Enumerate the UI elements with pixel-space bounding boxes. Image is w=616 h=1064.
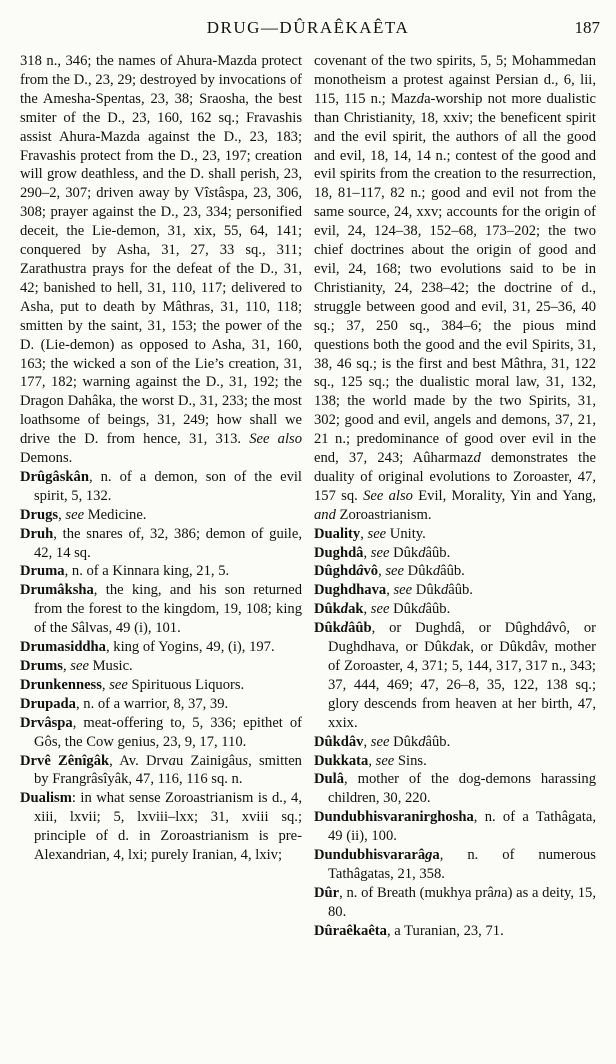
index-entry: Duality, see Unity. <box>314 525 426 542</box>
index-entry: Dûghdâvô, see Dûkdâûb. <box>314 563 465 580</box>
index-entry: Dûkdâv, see Dûkdâûb. <box>314 733 451 750</box>
index-entry: Drumâksha, the king, and his son returned from the forest to the kingdom, 19, 108; king of the Sâlvas, 49 (i), 101. <box>20 582 302 637</box>
entry-continuation: 318 n., 346; the names of Ahura-Mazda protect from the D., 23, 29; destroyed by invocations of the Amesha-Spentas, 23, 38; Sraosha, the best smiter of the D., 23, 160, 162 sq.; Fravashis assist Ahura-Mazda against the D., 23, 183; Fravashis protect from the D., 23, 197; creation will grow deathless, and the D. shall perish, 23, 290–2, 307; driven away by Vîstâspa, 23, 306, 308; prayer against the D., 23, 334; personified deceit, the Lie-demon, 31, xix, 55, 64, 141; conquered by Asha, 31, 27, 33 sq., 311; Zarathustra prays for the defeat of the D., 31, 42; banished to hell, 31, 110, 117; delivered to Asha, put to death by Mâthras, 31, 110, 118; smitten by the saint, 31, 153; the power of the D. (Lie-demon) as opposed to Asha, 31, 160, 163; the wicked a son of the Lie’s creation, 31, 177, 182; warning against the D., 31, 192; the Dragon Dahâka, the worst D., 31, 233; the most loathsome of beings, 31, 249; how shall we drive the D. from hence, 31, 313. See also Demons. <box>20 53 303 467</box>
index-entry: Drupada, n. of a warrior, 8, 37, 39. <box>20 695 229 712</box>
index-entry: Druma, n. of a Kinnara king, 21, 5. <box>20 563 230 580</box>
index-entry: Druh, the snares of, 32, 386; demon of guile, 42, 14 sq. <box>20 525 302 561</box>
index-entry: Drûgâskân, n. of a demon, son of the evil spirit, 5, 132. <box>20 468 302 504</box>
index-entry: Drumasiddha, king of Yogins, 49, (i), 197. <box>20 639 275 656</box>
index-entry: Drums, see Music. <box>20 658 133 674</box>
right-column <box>314 52 596 941</box>
index-entry: Dûraêkaêta, a Turanian, 23, 71. <box>314 922 504 939</box>
index-entry: Drvâspa, meat-offering to, 5, 336; epithet of Gôs, the Cow genius, 23, 9, 17, 110. <box>20 714 302 750</box>
index-entry: Dundubhisvararâga, n. of numerous Tathâgatas, 21, 358. <box>314 847 596 882</box>
index-entry: Dukkata, see Sins. <box>314 752 427 769</box>
page-number: 187 <box>574 18 600 37</box>
index-entry: Dualism: in what sense Zoroastrianism is d., 4, xiii, lxvii; 5, lxviii–lxx; 31, xviii sq.; principle of d. in Zoroastrianism is pre-Alexandrian, 4, lxi; purely Iranian, 4, lxiv; <box>20 790 302 864</box>
page-header <box>0 14 616 40</box>
index-entry: Dûr, n. of Breath (mukhya prâna) as a deity, 15, 80. <box>314 884 596 920</box>
entry-continuation: covenant of the two spirits, 5, 5; Mohammedan monotheism a protest against Persian d., 6, lii, 115, 115 n.; Mazda-worship not more dualistic than Christianity, 18, xxiv; the beneficent spirit and the evil spirit, the authors of all the good and evil, 18, 14, 14 n.; contest of the good and evil spirits from the creation to the resurrection, 18, 81–117, 82 n.; good and evil not from the same source, 24, xxv; accounts for the origin of evil, 24, 124–38, 152–68, 173–202; the two chief doctrines about the origin of good and evil, 24, 168; two evolutions said to be in Christianity, 24, 238–42; the doctrine of d., struggle between good and evil, 31, 25–36, 40 sq.; 37, 250 sq., 384–6; the pious mind questions both the good and the evil Spirits, 31, 38, 46 sq.; is the first and best Mâthra, 31, 122 sq., 125 sq.; the dualistic moral law, 31, 132, 138; the world made by the two Spirits, 31, 302; good and evil, angels and demons, 37, 21, 21 n.; predominance of good over evil in the end, 37, 243; Aûharmazd demonstrates the duality of original evolutions to Zoroaster, 47, 157 sq. See also Evil, Morality, Yin and Yang, and Zoroastrianism. <box>314 53 597 523</box>
index-entry: Dulâ, mother of the dog-demons harassing children, 30, 220. <box>314 771 596 807</box>
index-entry: Drunkenness, see Spirituous Liquors. <box>20 676 245 693</box>
left-column <box>20 52 302 865</box>
index-entry: Dughdhava, see Dûkdâûb. <box>314 582 473 599</box>
index-entry: Dughdâ, see Dûkdâûb. <box>314 544 451 561</box>
index-entry: Drvê Zênîgâk, Av. Drvau Zainigâus, smitten by Frangrâsîyâk, 47, 116, 116 sq. n. <box>20 752 302 788</box>
index-entry: Dundubhisvaranirghosha, n. of a Tathâgata, 49 (ii), 100. <box>314 809 596 845</box>
index-entry: Drugs, see Medicine. <box>20 506 147 523</box>
index-entry: Dûkdâûb, or Dughdâ, or Dûghdâvô, or Dughdhava, or Dûkdak, or Dûkdâv, mother of Zoroaster, 4, 371; 5, 144, 317, 317 n., 343; 37, 444, 469; 47, 26–8, 35, 122, 138 sq.; glory descends from heaven at her birth, 47, xxix. <box>314 620 596 731</box>
running-title: DRUG—DÛRAÊKAÊTA <box>206 18 410 37</box>
index-entry: Dûkdak, see Dûkdâûb. <box>314 601 451 618</box>
